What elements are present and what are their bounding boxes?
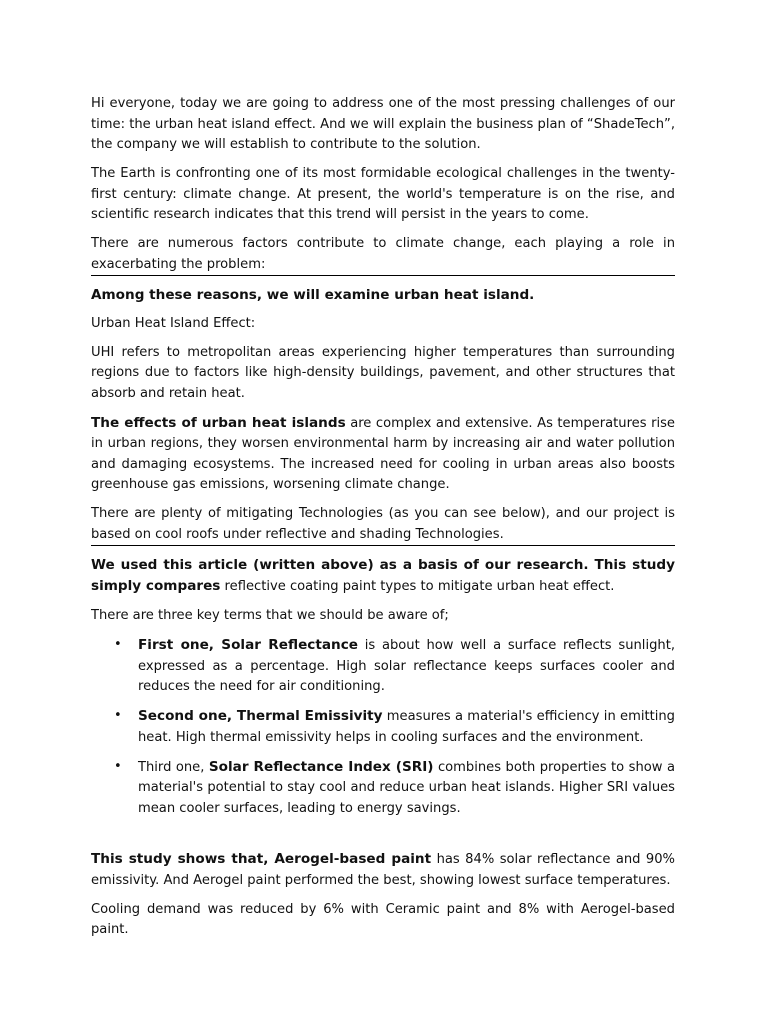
study-bold-text: This study shows that, Aerogel-based paint xyxy=(91,851,432,867)
uhi-definition-paragraph: UHI refers to metropolitan areas experiencing higher temperatures than surrounding regions due to factors like high-density buildings, pavement, and other structures that absorb and retain heat. xyxy=(91,344,675,401)
term-bold: First one, Solar Reflectance xyxy=(138,637,358,653)
cooling-paragraph: Cooling demand was reduced by 6% with Ceramic paint and 8% with Aerogel-based paint. xyxy=(91,901,675,937)
intro-paragraph: Hi everyone, today we are going to address one of the most pressing challenges of our time: the urban heat island effect. And we will explain the business plan of “ShadeTech”, the company we will establish to contribute to the solution. xyxy=(91,96,675,152)
article-text: reflective coating paint types to mitigate urban heat effect. xyxy=(220,579,615,594)
earth-paragraph: The Earth is confronting one of its most formidable ecological challenges in the twenty-first century: climate change. At present, the world's temperature is on the rise, and scientific research indicates that this trend will persist in the years to come. xyxy=(91,166,675,222)
document-page xyxy=(91,94,675,941)
uhi-label: Urban Heat Island Effect: xyxy=(91,315,256,331)
key-terms-list xyxy=(91,635,675,819)
term-lead: Third one, xyxy=(138,759,209,775)
effects-paragraph xyxy=(91,413,675,496)
among-heading: Among these reasons, we will examine urban heat island. xyxy=(91,286,535,303)
study-text: has 84% solar reflectance and 90% emissivity. And Aerogel paint performed the best, showing lowest surface temperatures. xyxy=(91,852,676,888)
mitigating-paragraph: There are plenty of mitigating Technologies (as you can see below), and our project is based on cool roofs under reflective and shading Technologies. xyxy=(91,504,675,546)
term-text: measures a material's efficiency in emitting heat. High thermal emissivity helps in cooling surfaces and the environment. xyxy=(138,709,675,745)
term-text: combines both properties to show a material's potential to stay cool and reduce urban heat islands. Higher SRI values mean cooler surfaces, leading to energy savings. xyxy=(138,759,675,816)
study-paragraph xyxy=(91,849,675,891)
bullet-icon: • xyxy=(114,758,122,774)
article-bold-text: We used this article (written above) as a basis of our research. This study simply compares xyxy=(91,556,675,594)
list-item xyxy=(91,706,675,748)
bullet-icon: • xyxy=(114,708,122,723)
term-bold: Solar Reflectance Index (SRI) xyxy=(208,758,434,775)
list-item xyxy=(91,635,675,698)
effects-text: are complex and extensive. As temperatures rise in urban regions, they worsen environmental harm by increasing air and water pollution and damaging ecosystems. The increased need for cooling in urban areas also boosts greenhouse gas emissions, worsening climate change. xyxy=(91,415,675,492)
factors-paragraph: There are numerous factors contribute to climate change, each playing a role in exacerbating the problem: xyxy=(91,234,675,276)
three-terms-paragraph: There are three key terms that we should be aware of; xyxy=(91,608,449,623)
list-item xyxy=(91,757,675,820)
effects-bold-text: The effects of urban heat islands xyxy=(91,414,346,431)
term-bold: Second one, Thermal Emissivity xyxy=(138,708,383,724)
article-paragraph xyxy=(91,555,675,598)
bullet-icon: • xyxy=(114,637,122,652)
term-text: is about how well a surface reflects sunlight, expressed as a percentage. High solar reflectance keeps surfaces cooler and reduces the need for air conditioning. xyxy=(138,638,675,694)
